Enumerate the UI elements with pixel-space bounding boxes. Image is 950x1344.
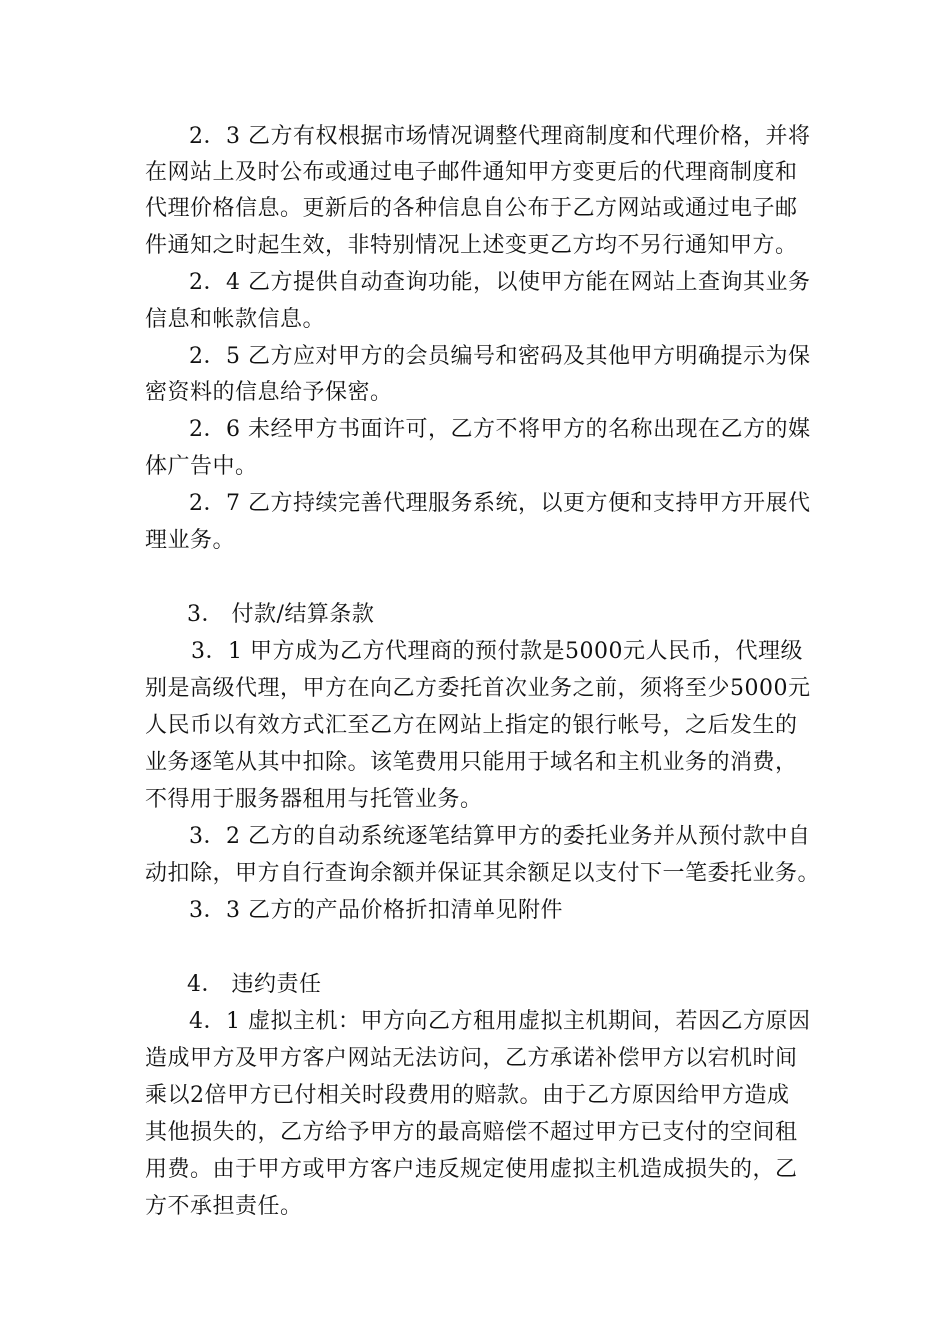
clause-2-7-line-1: 2．7 乙方持续完善代理服务系统，以更方便和支持甲方开展代 <box>189 491 811 516</box>
clause-3-1-line-3: 人民币以有效方式汇至乙方在网站上指定的银行帐号，之后发生的 <box>145 713 798 738</box>
clause-2-5-line-2: 密资料的信息给予保密。 <box>145 380 393 405</box>
clause-2-3-line-1: 2．3 乙方有权根据市场情况调整代理商制度和代理价格，并将 <box>189 124 811 149</box>
clause-4-1-line-2: 造成甲方及甲方客户网站无法访问，乙方承诺补偿甲方以宕机时间 <box>145 1046 798 1071</box>
section-4-heading: 4． 违约责任 <box>187 972 322 997</box>
clause-2-5-line-1: 2．5 乙方应对甲方的会员编号和密码及其他甲方明确提示为保 <box>189 344 811 369</box>
clause-4-1-line-6: 方不承担责任。 <box>145 1194 303 1219</box>
section-3-heading: 3． 付款/结算条款 <box>187 602 375 627</box>
clause-3-1-line-4: 业务逐笔从其中扣除。该笔费用只能用于域名和主机业务的消费， <box>145 750 798 775</box>
clause-4-1-line-3: 乘以2倍甲方已付相关时段费用的赔款。由于乙方原因给甲方造成 <box>145 1083 790 1108</box>
clause-2-6-line-2: 体广告中。 <box>145 454 258 479</box>
clause-3-2-line-2: 动扣除，甲方自行查询余额并保证其余额足以支付下一笔委托业务。 <box>145 861 821 886</box>
clause-3-1-line-2: 别是高级代理，甲方在向乙方委托首次业务之前，须将至少5000元 <box>145 676 811 701</box>
clause-2-4-line-2: 信息和帐款信息。 <box>145 307 326 332</box>
clause-2-3-line-2: 在网站上及时公布或通过电子邮件通知甲方变更后的代理商制度和 <box>145 160 798 185</box>
clause-2-6-line-1: 2．6 未经甲方书面许可，乙方不将甲方的名称出现在乙方的媒 <box>189 417 811 442</box>
clause-2-3-line-4: 件通知之时起生效，非特别情况上述变更乙方均不另行通知甲方。 <box>145 233 798 258</box>
clause-3-2-line-1: 3．2 乙方的自动系统逐笔结算甲方的委托业务并从预付款中自 <box>189 824 811 849</box>
clause-3-3-line-1: 3．3 乙方的产品价格折扣清单见附件 <box>189 898 563 923</box>
clause-3-1-line-1: 3．1 甲方成为乙方代理商的预付款是5000元人民币，代理级 <box>191 639 803 664</box>
clause-3-1-line-5: 不得用于服务器租用与托管业务。 <box>145 787 483 812</box>
clause-2-4-line-1: 2．4 乙方提供自动查询功能，以使甲方能在网站上查询其业务 <box>189 270 811 295</box>
clause-4-1-line-4: 其他损失的，乙方给予甲方的最高赔偿不超过甲方已支付的空间租 <box>145 1120 798 1145</box>
clause-2-7-line-2: 理业务。 <box>145 528 236 553</box>
clause-4-1-line-1: 4．1 虚拟主机：甲方向乙方租用虚拟主机期间，若因乙方原因 <box>189 1009 811 1034</box>
clause-4-1-line-5: 用费。由于甲方或甲方客户违反规定使用虚拟主机造成损失的，乙 <box>145 1157 798 1182</box>
clause-2-3-line-3: 代理价格信息。更新后的各种信息自公布于乙方网站或通过电子邮 <box>145 196 798 221</box>
